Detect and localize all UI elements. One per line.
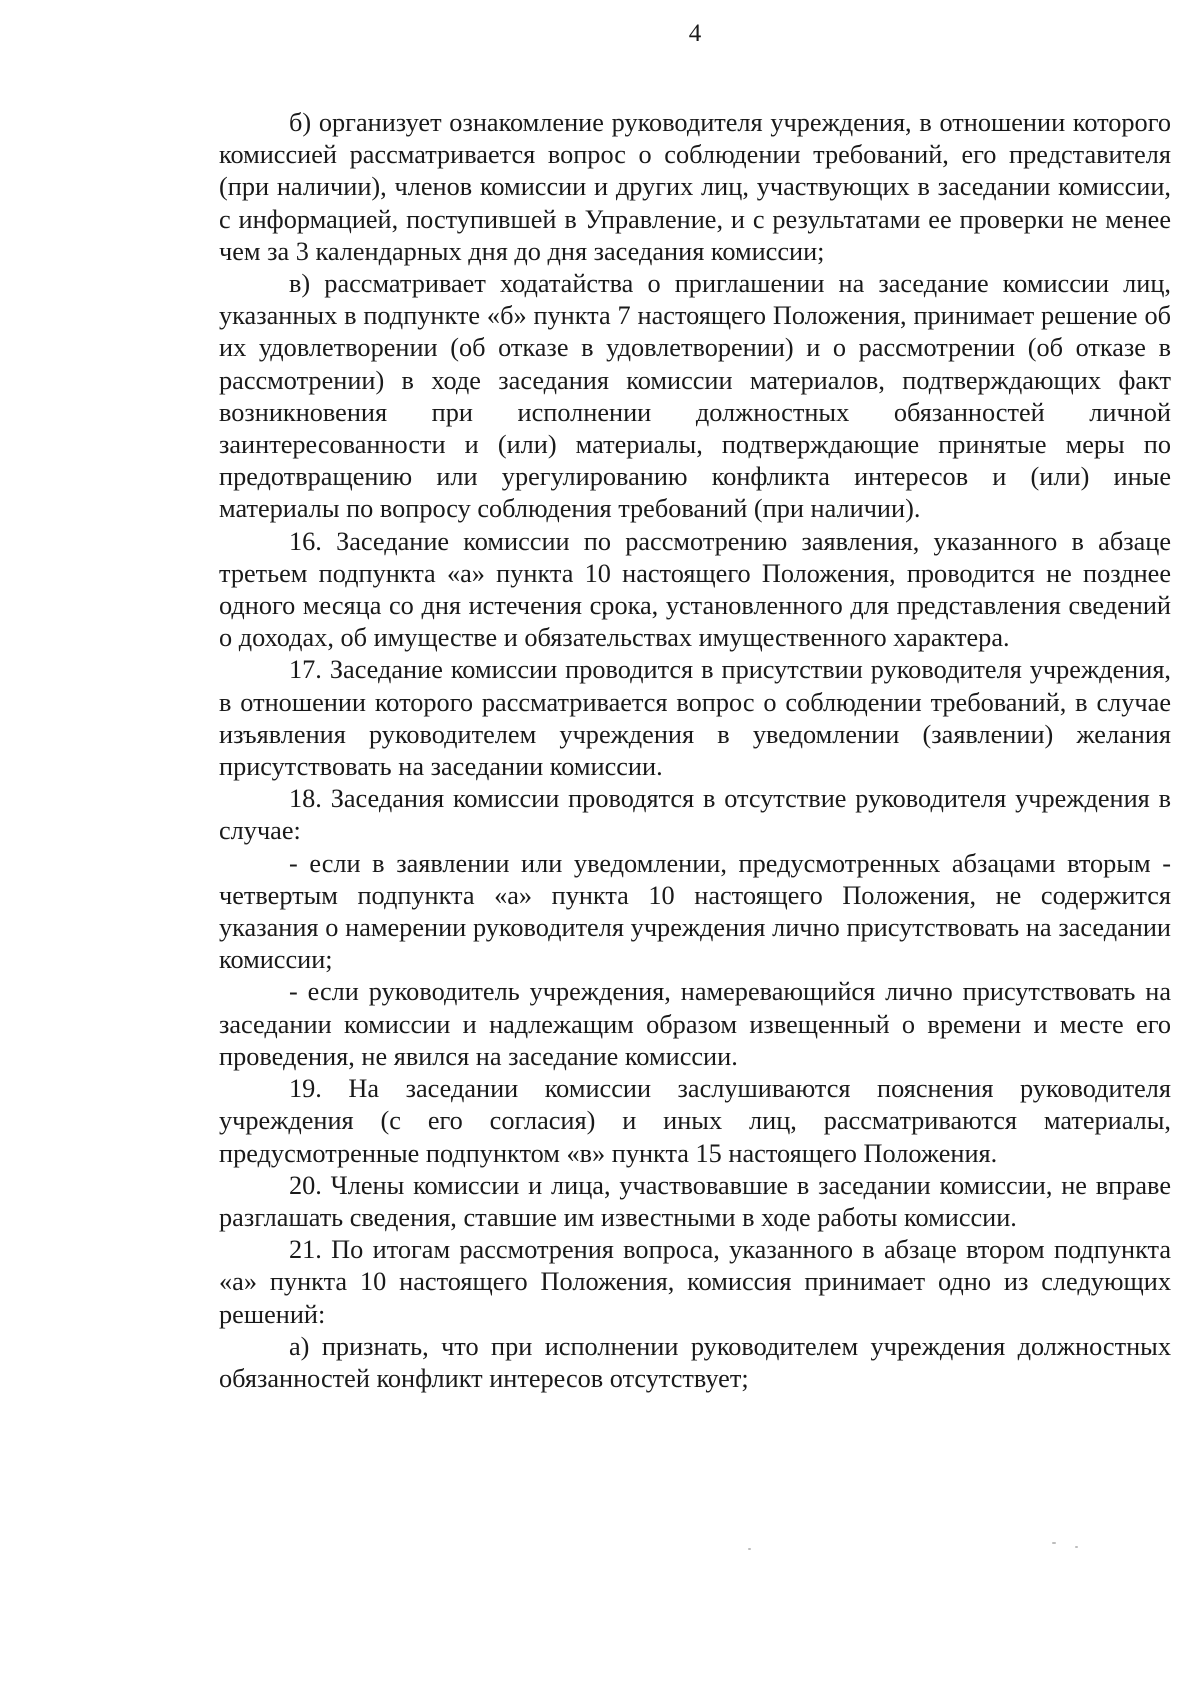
paragraph-18-case-1: - если в заявлении или уведомлении, предусмотренных абзацами вторым - четвертым подпункта «а» пункта 10 настоящего Положения, не содержится указания о намерении руководителя учреждения лично присутствовать на заседании комиссии;	[219, 848, 1171, 975]
page-number: 4	[688, 20, 702, 47]
paragraph-17: 17. Заседание комиссии проводится в присутствии руководителя учреждения, в отношении которого рассматривается вопрос о соблюдении требований, в случае изъявления руководителем учреждения в уведомлении (заявлении) желания присутствовать на заседании комиссии.	[219, 655, 1171, 782]
paragraph-19: 19. На заседании комиссии заслушиваются пояснения руководителя учреждения (с его согласия) и иных лиц, рассматриваются материалы, предусмотренные подпунктом «в» пункта 15 настоящего Положения.	[219, 1074, 1171, 1168]
scan-artifact	[1052, 1542, 1056, 1544]
paragraph-18-case-2: - если руководитель учреждения, намеревающийся лично присутствовать на заседании комиссии и надлежащим образом извещенный о времени и месте его проведения, не явился на заседание комиссии.	[219, 977, 1171, 1071]
scan-artifact	[1075, 1546, 1078, 1548]
paragraph-18: 18. Заседания комиссии проводятся в отсутствие руководителя учреждения в случае:	[219, 784, 1171, 846]
document-body	[219, 107, 1171, 1395]
paragraph-v-petitions: в) рассматривает ходатайства о приглашении на заседание комиссии лиц, указанных в подпункте «б» пункта 7 настоящего Положения, принимает решение об их удовлетворении (об отказе в удовлетворении) и о рассмотрении (об отказе в рассмотрении) в ходе заседания комиссии материалов, подтверждающих факт возникновения при исполнении должностных обязанностей личной заинтересованности и (или) материалы, подтверждающие принятые меры по предотвращению или урегулированию конфликта интересов и (или) иные материалы по вопросу соблюдения требований (при наличии).	[219, 269, 1171, 524]
paragraph-21-a: а) признать, что при исполнении руководителем учреждения должностных обязанностей конфликт интересов отсутствует;	[219, 1331, 1171, 1393]
paragraph-20: 20. Члены комиссии и лица, участвовавшие в заседании комиссии, не вправе разглашать сведения, ставшие им известными в ходе работы комиссии.	[219, 1170, 1171, 1232]
paragraph-b-familiarization: б) организует ознакомление руководителя учреждения, в отношении которого комиссией рассматривается вопрос о соблюдении требований, его представителя (при наличии), членов комиссии и других лиц, участвующих в заседании комиссии, с информацией, поступившей в Управление, и с результатами ее проверки не менее чем за 3 календарных дня до дня заседания комиссии;	[219, 108, 1171, 266]
scan-artifact	[748, 1548, 751, 1550]
paragraph-16: 16. Заседание комиссии по рассмотрению заявления, указанного в абзаце третьем подпункта «а» пункта 10 настоящего Положения, проводится не позднее одного месяца со дня истечения срока, установленного для представления сведений о доходах, об имуществе и обязательствах имущественного характера.	[219, 526, 1171, 653]
paragraph-21: 21. По итогам рассмотрения вопроса, указанного в абзаце втором подпункта «а» пункта 10 настоящего Положения, комиссия принимает одно из следующих решений:	[219, 1235, 1171, 1329]
